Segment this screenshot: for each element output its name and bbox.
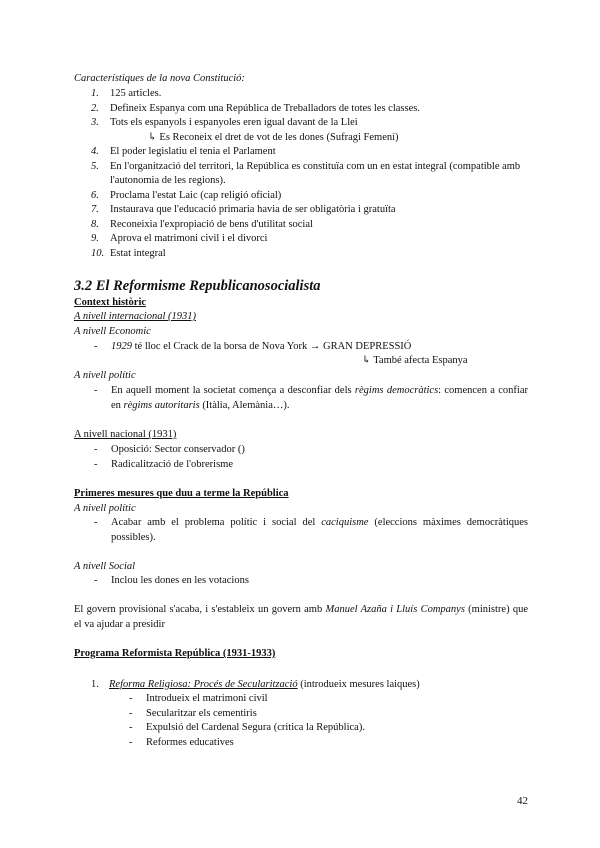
measures-heading: Primeres mesures que duu a terme la República: [74, 488, 289, 499]
list-item: - Secularitzar els cementiris: [126, 707, 528, 722]
context-heading: Context històric: [74, 297, 147, 308]
list-item: - 1929 té lloc el Crack de la borsa de Nova York → GRAN DEPRESSIÓ: [91, 340, 528, 355]
list-item-subnote: ↳ Es Reconeix el dret de vot de les dones (Sufragi Femení): [148, 131, 399, 143]
international-heading: A nivell internacional (1931): [74, 311, 196, 322]
program-sublist: [126, 692, 528, 750]
list-item: - Acabar amb el problema polític i social del caciquisme (eleccions màximes democràtiques possibles).: [91, 516, 528, 545]
list-item: 7. Instaurava que l'educació primaria havia de ser obligatòria i gratuïta: [91, 204, 396, 215]
list-item: - Introdueix el matrimoni civil: [126, 692, 528, 707]
program-item: [91, 678, 528, 693]
constitution-list: [74, 87, 528, 261]
list-item: 10. Estat integral: [91, 247, 166, 259]
list-item: - Expulsió del Cardenal Segura (critica la República).: [126, 721, 528, 736]
national-heading: A nivell nacional (1931): [74, 429, 177, 440]
economic-subnote: ↳ També afecta Espanya: [362, 355, 468, 366]
program-item-title: Reforma Religiosa:: [109, 679, 191, 690]
government-paragraph: El govern provisional s'acaba, i s'estableix un govern amb Manuel Azaña i Lluís Companys (ministre) que el va ajudar a presidir: [74, 604, 528, 630]
list-item: 6. Proclama l'estat Laic (cap religió oficial): [91, 189, 282, 201]
measures-political-heading: A nivell polític: [74, 503, 136, 514]
list-item: 8. Reconeixia l'expropiació de bens d'utilitat social: [91, 218, 313, 230]
measures-social-heading: A nivell Social: [74, 561, 136, 572]
program-item-rest: (introdueix mesures laiques): [297, 679, 420, 690]
list-item: - Reformes educatives: [126, 736, 528, 751]
list-item: - Inclou les dones en les votacions: [91, 574, 528, 589]
page-number: 42: [517, 795, 528, 807]
list-item: - Radicalització de l'obrerisme: [91, 458, 528, 473]
political-heading: A nivell polític: [74, 370, 136, 381]
measures-political-list: [91, 516, 528, 545]
list-item: 4. El poder legislatiu el tenia el Parlament: [91, 146, 276, 157]
section-title: 3.2 El Reformisme Republicanosocialista: [74, 278, 321, 294]
program-item-sub: Procés de Secularització: [190, 679, 298, 690]
economic-list: [91, 340, 528, 355]
economic-heading: A nivell Economic: [74, 326, 151, 337]
list-item: - En aquell moment la societat comença a desconfiar dels règims democràtics: comencen a confiar en règims autoritaris (Itàlia, Alemània…).: [91, 384, 528, 413]
list-item: 3. Tots els espanyols i espanyoles eren igual davant de la Llei: [91, 117, 358, 128]
list-item: - Oposició: Sector conservador (): [91, 443, 528, 458]
list-item: 1. 125 articles.: [91, 88, 162, 99]
program-item-number: 1.: [91, 679, 99, 690]
constitution-heading: Característiques de la nova Constitució:: [74, 73, 245, 84]
list-item: 5. En l'organització del territori, la República es constituïa com un en estat integral (compatible amb l'autonomia de les regions).: [91, 160, 521, 186]
measures-social-list: [91, 574, 528, 589]
national-list: [91, 443, 528, 472]
program-heading: Programa Reformista República (1931-1933): [74, 648, 276, 659]
list-item: 9. Aprova el matrimoni civil i el divorci: [91, 233, 268, 244]
list-item: 2. Defineix Espanya com una República de Treballadors de totes les classes.: [91, 102, 420, 114]
political-list: [91, 384, 528, 413]
